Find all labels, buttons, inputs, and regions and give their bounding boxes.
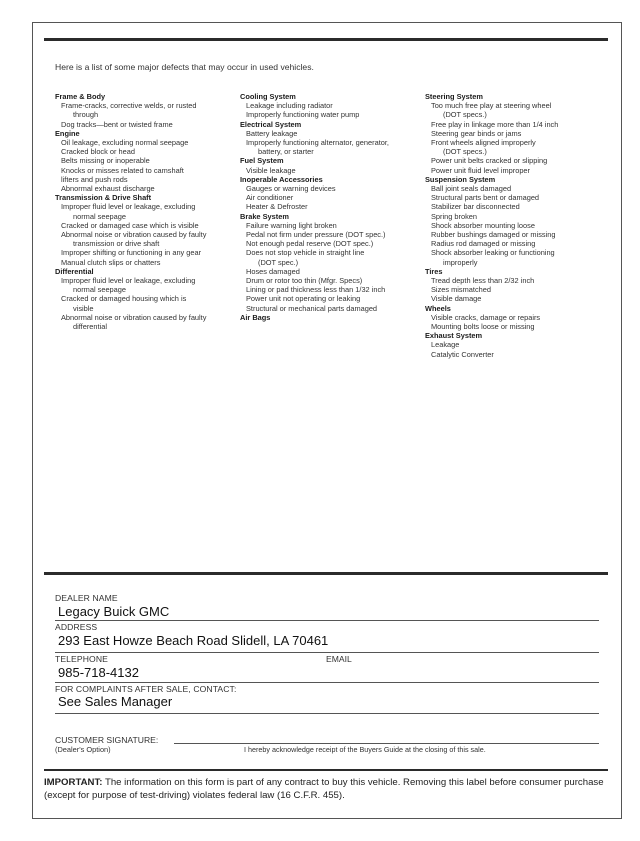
email-label: EMAIL (326, 654, 352, 664)
defect-item (55, 230, 235, 248)
defect-item-text: Improperly functioning alternator, generator, (246, 138, 389, 148)
defect-section (240, 212, 420, 313)
defect-item (425, 322, 605, 331)
defect-item (425, 138, 605, 156)
defect-item-text: Air conditioner (246, 193, 294, 203)
defect-section (240, 313, 420, 322)
intro-text: Here is a list of some major defects that may occur in used vehicles. (55, 62, 314, 72)
defect-item-continuation: visible (73, 303, 94, 313)
dealer-name-line (55, 620, 599, 621)
defect-item (425, 129, 605, 138)
defect-item (425, 101, 605, 119)
defect-item-text: Ball joint seals damaged (431, 184, 512, 194)
defect-item (240, 285, 420, 294)
defect-item-text: Too much free play at steering wheel (431, 101, 552, 111)
defect-section (425, 267, 605, 304)
defect-item-text: Radius rod damaged or missing (431, 239, 536, 249)
defect-item (425, 221, 605, 230)
important-text: The information on this form is part of any contract to buy this vehicle. Removing this label before consumer purchase (except for purpose of test-driving) violates federal law (16 C.F.R. 455). (44, 777, 604, 801)
address-line (55, 652, 599, 653)
defect-item (55, 313, 235, 331)
defect-section (55, 92, 235, 129)
defect-item (55, 248, 235, 257)
defect-section-title: Cooling System (240, 92, 296, 101)
defect-item-text: Frame-cracks, corrective welds, or rusted (61, 101, 197, 111)
defect-item-text: Improper fluid level or leakage, excluding (61, 276, 196, 286)
acknowledgement-text: I hereby acknowledge receipt of the Buyers Guide at the closing of this sale. (244, 745, 486, 754)
defects-column-2 (240, 92, 420, 322)
defect-item-continuation: normal seepage (73, 211, 127, 221)
defect-item-text: Abnormal noise or vibration caused by faulty (61, 230, 207, 240)
defect-item-text: Cracked or damaged housing which is (61, 294, 187, 304)
defect-item-text: Gauges or warning devices (246, 184, 336, 194)
defect-item (240, 294, 420, 303)
defect-item-text: Abnormal noise or vibration caused by faulty (61, 312, 207, 322)
defect-section (425, 331, 605, 359)
defect-item (55, 166, 235, 175)
defect-section (55, 193, 235, 267)
defect-item (425, 184, 605, 193)
defect-item (55, 276, 235, 294)
defect-item (240, 230, 420, 239)
defect-item-text: Improper shifting or functioning in any gear (61, 248, 202, 258)
defect-item-text: Not enough pedal reserve (DOT spec.) (246, 239, 374, 249)
dealer-name-label: DEALER NAME (55, 593, 118, 603)
top-rule (44, 38, 608, 41)
defect-section (240, 156, 420, 174)
defect-section (425, 175, 605, 267)
defect-item-continuation: differential (73, 322, 107, 332)
address-value: 293 East Howze Beach Road Slidell, LA 70461 (58, 633, 329, 648)
defect-section (55, 267, 235, 331)
telephone-label: TELEPHONE (55, 654, 108, 664)
telephone-line (55, 682, 599, 683)
defect-item (425, 156, 605, 165)
defect-item (240, 248, 420, 266)
dealer-name-value: Legacy Buick GMC (58, 604, 170, 619)
defect-item (240, 166, 420, 175)
defect-item-text: Hoses damaged (246, 266, 300, 276)
defect-item-text: Structural parts bent or damaged (431, 193, 540, 203)
defect-item (55, 184, 235, 193)
defect-item (55, 101, 235, 119)
defect-item-text: Cracked block or head (61, 147, 135, 157)
defect-item-continuation: (DOT spec.) (258, 257, 299, 267)
defect-item-text: Improperly functioning water pump (246, 110, 360, 120)
complaints-line (55, 713, 599, 714)
defect-item-text: Spring broken (431, 211, 478, 221)
defect-item (240, 221, 420, 230)
defect-section-title: Engine (55, 128, 80, 138)
defect-item-text: Manual clutch slips or chatters (61, 257, 161, 267)
defect-item (425, 294, 605, 303)
defect-item (55, 258, 235, 267)
defect-item-text: Rubber bushings damaged or missing (431, 230, 556, 240)
defect-section-title: Fuel System (240, 156, 284, 166)
defect-item-text: Pedal not firm under pressure (DOT spec.) (246, 230, 386, 240)
defect-section-title: Wheels (425, 303, 451, 313)
defect-item-text: Battery leakage (246, 128, 298, 138)
defect-item-text: Shock absorber mounting loose (431, 220, 535, 230)
defect-item-text: Abnormal exhaust discharge (61, 184, 155, 194)
defect-item (240, 129, 420, 138)
defect-section-title: Exhaust System (425, 331, 483, 341)
dealer-option-note: (Dealer's Option) (55, 745, 111, 754)
defect-item-text: lifters and push rods (61, 174, 128, 184)
defect-item-text: Visible damage (431, 294, 482, 304)
defect-item (55, 120, 235, 129)
defect-item-text: Heater & Defroster (246, 202, 308, 212)
defect-section-title: Electrical System (240, 119, 302, 129)
defect-section-title: Brake System (240, 211, 289, 221)
defect-item-text: Improper fluid level or leakage, excluding (61, 202, 196, 212)
defect-item (55, 138, 235, 147)
defect-item-text: Visible cracks, damage or repairs (431, 312, 541, 322)
defect-item-continuation: (DOT specs.) (443, 110, 487, 120)
defect-item-text: Leakage (431, 340, 460, 350)
defect-item-text: Catalytic Converter (431, 349, 494, 359)
defect-item-text: Tread depth less than 2/32 inch (431, 276, 535, 286)
defect-item (425, 285, 605, 294)
defect-section (425, 92, 605, 175)
complaints-label: FOR COMPLAINTS AFTER SALE, CONTACT: (55, 684, 237, 694)
defect-item-text: Mounting bolts loose or missing (431, 322, 535, 332)
defect-item (55, 221, 235, 230)
defect-item-text: Failure warning light broken (246, 220, 337, 230)
defect-item (425, 212, 605, 221)
defect-item-text: Lining or pad thickness less than 1/32 inch (246, 285, 386, 295)
important-label: IMPORTANT: (44, 777, 103, 788)
defect-item-text: Leakage including radiator (246, 101, 333, 111)
complaints-value: See Sales Manager (58, 694, 173, 709)
defect-item-text: Power unit belts cracked or slipping (431, 156, 548, 166)
defect-item-text: Belts missing or inoperable (61, 156, 150, 166)
defect-item (425, 193, 605, 202)
defect-section-title: Suspension System (425, 174, 496, 184)
telephone-value: 985-718-4132 (58, 665, 139, 680)
defect-item (55, 202, 235, 220)
defect-item-continuation: through (73, 110, 99, 120)
defect-section (55, 129, 235, 193)
defect-item (425, 166, 605, 175)
customer-signature-line[interactable] (174, 743, 599, 744)
defect-item (425, 120, 605, 129)
defect-item-text: Front wheels aligned improperly (431, 138, 536, 148)
defect-item (425, 313, 605, 322)
defects-column-3 (425, 92, 605, 359)
defect-item (240, 276, 420, 285)
defect-item (240, 110, 420, 119)
defect-item-text: Free play in linkage more than 1/4 inch (431, 119, 559, 129)
customer-signature-label: CUSTOMER SIGNATURE: (55, 735, 159, 745)
defect-item (240, 304, 420, 313)
defect-section (240, 120, 420, 157)
defect-item (240, 267, 420, 276)
defect-item-text: Shock absorber leaking or functioning (431, 248, 555, 258)
defect-item (425, 350, 605, 359)
defect-section-title: Inoperable Accessories (240, 174, 323, 184)
defect-item-text: Stabilizer bar disconnected (431, 202, 520, 212)
important-notice (44, 776, 610, 802)
defect-item-continuation: normal seepage (73, 285, 127, 295)
defect-item-text: Knocks or misses related to camshaft (61, 165, 184, 175)
defect-item-continuation: battery, or starter (258, 147, 314, 157)
defect-item (240, 101, 420, 110)
defect-item (55, 294, 235, 312)
defect-item (425, 202, 605, 211)
defect-item-text: Steering gear binds or jams (431, 128, 522, 138)
defect-item (55, 147, 235, 156)
address-label: ADDRESS (55, 622, 98, 632)
defect-item (425, 230, 605, 239)
defect-item-continuation: improperly (443, 257, 478, 267)
important-rule (44, 769, 608, 771)
defect-item-text: Structural or mechanical parts damaged (246, 303, 378, 313)
dealer-section-rule (44, 572, 608, 575)
defect-item-text: Sizes mismatched (431, 285, 491, 295)
defect-section (240, 175, 420, 212)
defect-item (240, 138, 420, 156)
defect-section-title: Tires (425, 266, 443, 276)
defect-section-title: Air Bags (240, 312, 271, 322)
defect-item-text: Drum or rotor too thin (Mfgr. Specs) (246, 276, 363, 286)
defect-item (240, 202, 420, 211)
defect-section-title: Steering System (425, 92, 483, 101)
defect-section (425, 304, 605, 332)
defect-item (425, 239, 605, 248)
defect-item-text: Oil leakage, excluding normal seepage (61, 138, 189, 148)
defect-item (425, 276, 605, 285)
defect-item (55, 175, 235, 184)
defect-item (425, 248, 605, 266)
defect-section-title: Transmission & Drive Shaft (55, 193, 152, 203)
defect-section-title: Frame & Body (55, 92, 106, 101)
defect-item-text: Power unit fluid level improper (431, 165, 530, 175)
defect-item-continuation: (DOT specs.) (443, 147, 487, 157)
defect-item-text: Dog tracks—bent or twisted frame (61, 119, 173, 129)
defect-item (425, 340, 605, 349)
defect-item-text: Power unit not operating or leaking (246, 294, 361, 304)
defect-section (240, 92, 420, 120)
defect-item-continuation: transmission or drive shaft (73, 239, 160, 249)
defects-column-1 (55, 92, 235, 331)
defect-item (55, 156, 235, 165)
defect-item-text: Visible leakage (246, 165, 296, 175)
defect-section-title: Differential (55, 266, 94, 276)
defect-item (240, 239, 420, 248)
defect-item (240, 193, 420, 202)
defect-item (240, 184, 420, 193)
defect-item-text: Does not stop vehicle in straight line (246, 248, 365, 258)
defect-item-text: Cracked or damaged case which is visible (61, 220, 199, 230)
